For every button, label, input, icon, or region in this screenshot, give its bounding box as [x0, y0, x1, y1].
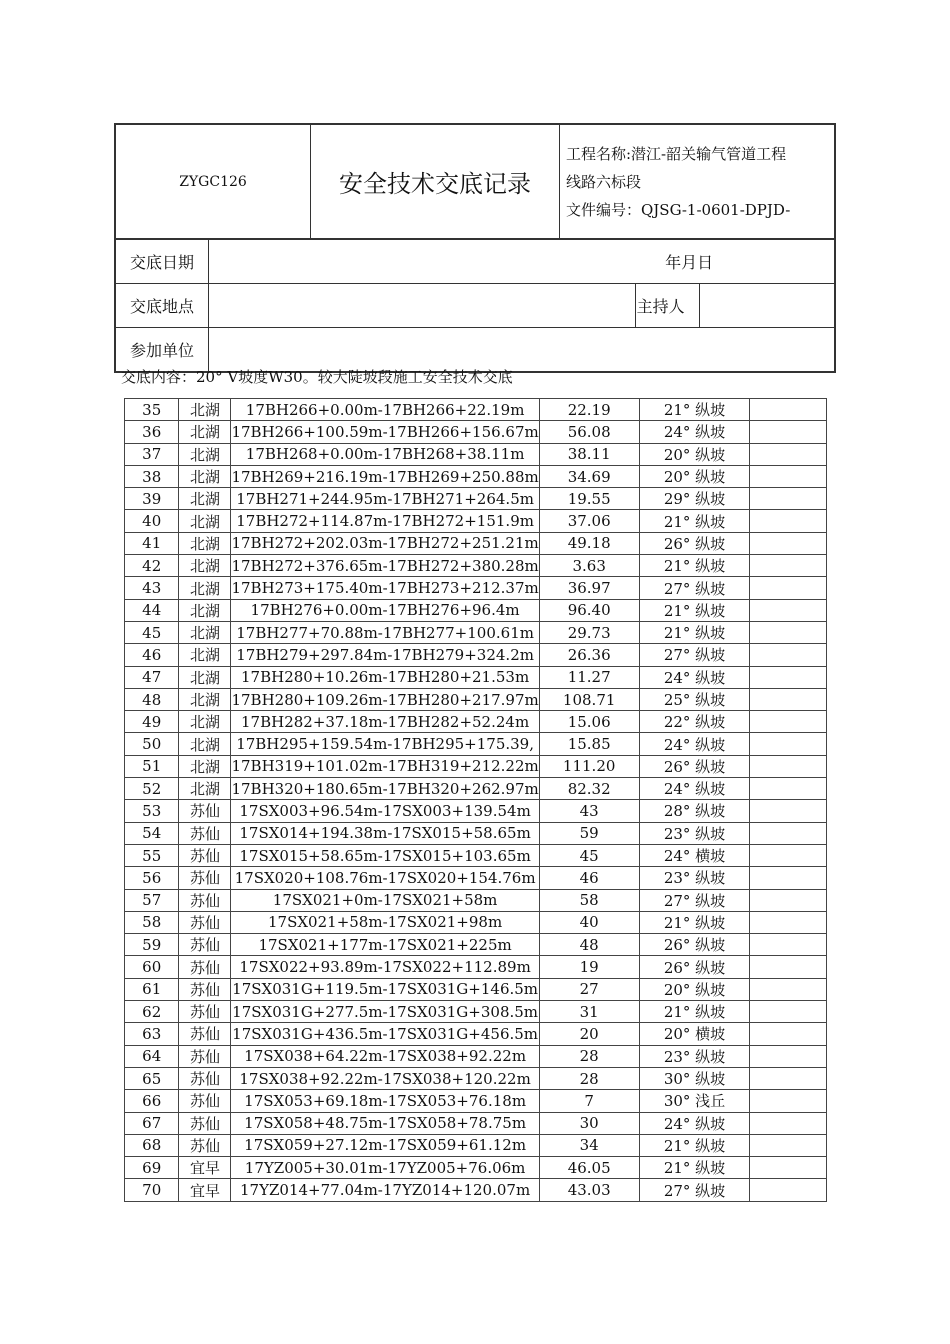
region-cell: 北湖	[179, 510, 231, 532]
remark-cell	[750, 956, 827, 978]
slope-cell: 24° 纵坡	[639, 778, 750, 800]
row-number: 65	[125, 1067, 179, 1089]
row-number: 51	[125, 755, 179, 777]
project-segment: 线路六标段	[566, 172, 642, 191]
remark-cell	[750, 1112, 827, 1134]
table-row	[125, 510, 827, 532]
table-row	[125, 1090, 827, 1112]
slope-cell: 26° 纵坡	[639, 532, 750, 554]
slope-cell: 21° 纵坡	[639, 1157, 750, 1179]
region-cell: 北湖	[179, 778, 231, 800]
remark-cell	[750, 599, 827, 621]
row-number: 57	[125, 889, 179, 911]
slope-cell: 29° 纵坡	[639, 488, 750, 510]
region-cell: 苏仙	[179, 934, 231, 956]
remark-cell	[750, 577, 827, 599]
length-cell: 15.06	[539, 711, 639, 733]
table-row	[125, 1067, 827, 1089]
table-row	[125, 822, 827, 844]
length-cell: 43	[539, 800, 639, 822]
remark-cell	[750, 778, 827, 800]
row-number: 53	[125, 800, 179, 822]
slope-cell: 27° 纵坡	[639, 889, 750, 911]
row-number: 36	[125, 421, 179, 443]
region-cell: 宜早	[179, 1157, 231, 1179]
slope-cell: 20° 纵坡	[639, 978, 750, 1000]
table-row	[125, 399, 827, 421]
length-cell: 49.18	[539, 532, 639, 554]
row-number: 61	[125, 978, 179, 1000]
station-range-cell: 17BH273+175.40m-17BH273+212.37m	[231, 577, 539, 599]
length-cell: 96.40	[539, 599, 639, 621]
remark-cell	[750, 644, 827, 666]
slope-cell: 27° 纵坡	[639, 577, 750, 599]
region-cell: 苏仙	[179, 1090, 231, 1112]
remark-cell	[750, 555, 827, 577]
station-range-cell: 17BH277+70.88m-17BH277+100.61m	[231, 621, 539, 643]
region-cell: 北湖	[179, 465, 231, 487]
slope-cell: 28° 纵坡	[639, 800, 750, 822]
table-row	[125, 978, 827, 1000]
region-cell: 苏仙	[179, 978, 231, 1000]
slope-cell: 24° 横坡	[639, 844, 750, 866]
row-number: 49	[125, 711, 179, 733]
place-label: 交底地点	[116, 284, 209, 328]
slope-cell: 26° 纵坡	[639, 956, 750, 978]
row-number: 38	[125, 465, 179, 487]
region-cell: 宜早	[179, 1179, 231, 1201]
date-value: 年月日	[209, 240, 835, 284]
slope-cell: 23° 纵坡	[639, 822, 750, 844]
length-cell: 45	[539, 844, 639, 866]
length-cell: 48	[539, 934, 639, 956]
region-cell: 北湖	[179, 688, 231, 710]
remark-cell	[750, 443, 827, 465]
length-cell: 111.20	[539, 755, 639, 777]
length-cell: 37.06	[539, 510, 639, 532]
row-number: 56	[125, 867, 179, 889]
region-cell: 北湖	[179, 621, 231, 643]
station-range-cell: 17BH279+297.84m-17BH279+324.2m	[231, 644, 539, 666]
station-range-cell: 17BH280+109.26m-17BH280+217.97m	[231, 688, 539, 710]
table-row	[125, 599, 827, 621]
row-number: 66	[125, 1090, 179, 1112]
station-range-cell: 17BH320+180.65m-17BH320+262.97m	[231, 778, 539, 800]
remark-cell	[750, 822, 827, 844]
row-number: 35	[125, 399, 179, 421]
slope-cell: 24° 纵坡	[639, 733, 750, 755]
station-range-cell: 17BH276+0.00m-17BH276+96.4m	[231, 599, 539, 621]
slope-cell: 21° 纵坡	[639, 599, 750, 621]
slope-cell: 23° 纵坡	[639, 1045, 750, 1067]
row-number: 50	[125, 733, 179, 755]
slope-cell: 21° 纵坡	[639, 510, 750, 532]
project-name: 工程名称:潜江-韶关输气管道工程	[566, 144, 787, 163]
region-cell: 苏仙	[179, 867, 231, 889]
length-cell: 58	[539, 889, 639, 911]
station-range-cell: 17BH272+202.03m-17BH272+251.21m	[231, 532, 539, 554]
station-range-cell: 17BH272+114.87m-17BH272+151.9m	[231, 510, 539, 532]
remark-cell	[750, 934, 827, 956]
station-range-cell: 17YZ014+77.04m-17YZ014+120.07m	[231, 1179, 539, 1201]
length-cell: 19	[539, 956, 639, 978]
content-intro: 交底内容：20° V坡度W30。较大陡坡段施工安全技术交底	[121, 368, 513, 386]
station-range-cell: 17BH269+216.19m-17BH269+250.88m	[231, 465, 539, 487]
remark-cell	[750, 666, 827, 688]
remark-cell	[750, 1001, 827, 1023]
slope-cell: 21° 纵坡	[639, 399, 750, 421]
slope-cell: 30° 浅丘	[639, 1090, 750, 1112]
table-row	[125, 711, 827, 733]
slope-cell: 23° 纵坡	[639, 867, 750, 889]
remark-cell	[750, 1023, 827, 1045]
region-cell: 北湖	[179, 577, 231, 599]
length-cell: 34.69	[539, 465, 639, 487]
station-range-cell: 17SX031G+436.5m-17SX031G+456.5m	[231, 1023, 539, 1045]
table-row	[125, 666, 827, 688]
row-number: 58	[125, 911, 179, 933]
region-cell: 苏仙	[179, 911, 231, 933]
length-cell: 59	[539, 822, 639, 844]
form-code: ZYGC126	[116, 125, 311, 239]
slope-cell: 21° 纵坡	[639, 1001, 750, 1023]
row-number: 62	[125, 1001, 179, 1023]
slope-cell: 24° 纵坡	[639, 1112, 750, 1134]
station-range-cell: 17SX058+48.75m-17SX058+78.75m	[231, 1112, 539, 1134]
station-range-cell: 17SX031G+277.5m-17SX031G+308.5m	[231, 1001, 539, 1023]
slope-cell: 21° 纵坡	[639, 911, 750, 933]
station-range-cell: 17SX003+96.54m-17SX003+139.54m	[231, 800, 539, 822]
row-number: 64	[125, 1045, 179, 1067]
length-cell: 34	[539, 1134, 639, 1156]
host-value	[699, 284, 834, 328]
region-cell: 苏仙	[179, 956, 231, 978]
table-row	[125, 555, 827, 577]
length-cell: 40	[539, 911, 639, 933]
slope-cell: 21° 纵坡	[639, 1134, 750, 1156]
length-cell: 82.32	[539, 778, 639, 800]
remark-cell	[750, 465, 827, 487]
slope-cell: 27° 纵坡	[639, 644, 750, 666]
remark-cell	[750, 488, 827, 510]
remark-cell	[750, 621, 827, 643]
row-number: 42	[125, 555, 179, 577]
row-number: 40	[125, 510, 179, 532]
remark-cell	[750, 421, 827, 443]
row-number: 46	[125, 644, 179, 666]
region-cell: 北湖	[179, 443, 231, 465]
row-number: 63	[125, 1023, 179, 1045]
station-range-cell: 17SX022+93.89m-17SX022+112.89m	[231, 956, 539, 978]
remark-cell	[750, 911, 827, 933]
remark-cell	[750, 1045, 827, 1067]
region-cell: 苏仙	[179, 1001, 231, 1023]
region-cell: 北湖	[179, 599, 231, 621]
remark-cell	[750, 978, 827, 1000]
file-number: 文件编号：QJSG-1-0601-DPJD-	[566, 200, 791, 219]
table-row	[125, 956, 827, 978]
table-row	[125, 443, 827, 465]
length-cell: 29.73	[539, 621, 639, 643]
length-cell: 11.27	[539, 666, 639, 688]
table-row	[125, 844, 827, 866]
slope-cell: 24° 纵坡	[639, 421, 750, 443]
units-value	[209, 328, 835, 372]
remark-cell	[750, 711, 827, 733]
length-cell: 26.36	[539, 644, 639, 666]
length-cell: 28	[539, 1067, 639, 1089]
table-row	[125, 755, 827, 777]
table-row	[125, 621, 827, 643]
table-row	[125, 733, 827, 755]
row-number: 60	[125, 956, 179, 978]
length-cell: 7	[539, 1090, 639, 1112]
record-header	[114, 123, 836, 373]
station-range-cell: 17YZ005+30.01m-17YZ005+76.06m	[231, 1157, 539, 1179]
region-cell: 苏仙	[179, 1067, 231, 1089]
station-range-cell: 17SX015+58.65m-17SX015+103.65m	[231, 844, 539, 866]
remark-cell	[750, 867, 827, 889]
region-cell: 北湖	[179, 555, 231, 577]
remark-cell	[750, 1134, 827, 1156]
table-row	[125, 488, 827, 510]
length-cell: 27	[539, 978, 639, 1000]
region-cell: 苏仙	[179, 844, 231, 866]
slope-cell: 21° 纵坡	[639, 621, 750, 643]
remark-cell	[750, 844, 827, 866]
region-cell: 苏仙	[179, 889, 231, 911]
station-range-cell: 17BH266+100.59m-17BH266+156.67m	[231, 421, 539, 443]
station-range-cell: 17BH266+0.00m-17BH266+22.19m	[231, 399, 539, 421]
remark-cell	[750, 688, 827, 710]
slope-cell: 26° 纵坡	[639, 934, 750, 956]
station-range-cell: 17SX059+27.12m-17SX059+61.12m	[231, 1134, 539, 1156]
region-cell: 北湖	[179, 666, 231, 688]
remark-cell	[750, 1067, 827, 1089]
table-row	[125, 889, 827, 911]
row-number: 69	[125, 1157, 179, 1179]
region-cell: 北湖	[179, 421, 231, 443]
length-cell: 36.97	[539, 577, 639, 599]
region-cell: 苏仙	[179, 1134, 231, 1156]
station-range-cell: 17BH280+10.26m-17BH280+21.53m	[231, 666, 539, 688]
length-cell: 108.71	[539, 688, 639, 710]
host-label: 主持人	[635, 284, 699, 328]
table-row	[125, 688, 827, 710]
slope-cell: 21° 纵坡	[639, 555, 750, 577]
station-range-cell: 17SX021+177m-17SX021+225m	[231, 934, 539, 956]
region-cell: 苏仙	[179, 1112, 231, 1134]
station-range-cell: 17SX021+0m-17SX021+58m	[231, 889, 539, 911]
remark-cell	[750, 755, 827, 777]
remark-cell	[750, 532, 827, 554]
table-row	[125, 867, 827, 889]
row-number: 39	[125, 488, 179, 510]
row-number: 55	[125, 844, 179, 866]
remark-cell	[750, 1157, 827, 1179]
region-cell: 北湖	[179, 532, 231, 554]
slope-cell: 20° 横坡	[639, 1023, 750, 1045]
units-label: 参加单位	[116, 328, 209, 372]
table-row	[125, 778, 827, 800]
row-number: 37	[125, 443, 179, 465]
length-cell: 43.03	[539, 1179, 639, 1201]
table-row	[125, 1134, 827, 1156]
station-range-cell: 17SX031G+119.5m-17SX031G+146.5m	[231, 978, 539, 1000]
station-range-cell: 17BH268+0.00m-17BH268+38.11m	[231, 443, 539, 465]
length-cell: 3.63	[539, 555, 639, 577]
row-number: 43	[125, 577, 179, 599]
remark-cell	[750, 510, 827, 532]
row-number: 67	[125, 1112, 179, 1134]
length-cell: 46.05	[539, 1157, 639, 1179]
row-number: 47	[125, 666, 179, 688]
station-range-cell: 17SX021+58m-17SX021+98m	[231, 911, 539, 933]
table-row	[125, 577, 827, 599]
row-number: 59	[125, 934, 179, 956]
remark-cell	[750, 889, 827, 911]
table-row	[125, 1023, 827, 1045]
slope-cell: 25° 纵坡	[639, 688, 750, 710]
region-cell: 北湖	[179, 733, 231, 755]
remark-cell	[750, 1090, 827, 1112]
station-range-cell: 17BH272+376.65m-17BH272+380.28m	[231, 555, 539, 577]
slope-cell: 20° 纵坡	[639, 443, 750, 465]
slope-cell: 27° 纵坡	[639, 1179, 750, 1201]
table-row	[125, 1112, 827, 1134]
remark-cell	[750, 399, 827, 421]
station-range-cell: 17SX020+108.76m-17SX020+154.76m	[231, 867, 539, 889]
region-cell: 北湖	[179, 399, 231, 421]
region-cell: 苏仙	[179, 822, 231, 844]
row-number: 44	[125, 599, 179, 621]
region-cell: 苏仙	[179, 1045, 231, 1067]
remark-cell	[750, 733, 827, 755]
region-cell: 北湖	[179, 488, 231, 510]
slope-cell: 24° 纵坡	[639, 666, 750, 688]
table-row	[125, 465, 827, 487]
remark-cell	[750, 800, 827, 822]
length-cell: 19.55	[539, 488, 639, 510]
length-cell: 38.11	[539, 443, 639, 465]
length-cell: 20	[539, 1023, 639, 1045]
slope-cell: 22° 纵坡	[639, 711, 750, 733]
row-number: 54	[125, 822, 179, 844]
date-label: 交底日期	[116, 240, 209, 284]
slope-section-table	[124, 398, 827, 1202]
table-row	[125, 644, 827, 666]
length-cell: 56.08	[539, 421, 639, 443]
station-range-cell: 17BH319+101.02m-17BH319+212.22m	[231, 755, 539, 777]
row-number: 70	[125, 1179, 179, 1201]
length-cell: 30	[539, 1112, 639, 1134]
table-row	[125, 532, 827, 554]
table-row	[125, 934, 827, 956]
slope-cell: 26° 纵坡	[639, 755, 750, 777]
document-title: 安全技术交底记录	[311, 125, 560, 239]
station-range-cell: 17BH295+159.54m-17BH295+175.39,	[231, 733, 539, 755]
row-number: 48	[125, 688, 179, 710]
place-value	[209, 284, 636, 328]
table-row	[125, 911, 827, 933]
row-number: 52	[125, 778, 179, 800]
station-range-cell: 17SX014+194.38m-17SX015+58.65m	[231, 822, 539, 844]
project-info	[560, 125, 835, 239]
table-row	[125, 1157, 827, 1179]
region-cell: 苏仙	[179, 800, 231, 822]
region-cell: 北湖	[179, 644, 231, 666]
region-cell: 苏仙	[179, 1023, 231, 1045]
table-row	[125, 800, 827, 822]
table-row	[125, 1045, 827, 1067]
length-cell: 22.19	[539, 399, 639, 421]
table-row	[125, 1001, 827, 1023]
length-cell: 28	[539, 1045, 639, 1067]
station-range-cell: 17BH271+244.95m-17BH271+264.5m	[231, 488, 539, 510]
station-range-cell: 17SX038+92.22m-17SX038+120.22m	[231, 1067, 539, 1089]
row-number: 68	[125, 1134, 179, 1156]
remark-cell	[750, 1179, 827, 1201]
row-number: 41	[125, 532, 179, 554]
length-cell: 15.85	[539, 733, 639, 755]
region-cell: 北湖	[179, 755, 231, 777]
table-row	[125, 1179, 827, 1201]
length-cell: 31	[539, 1001, 639, 1023]
length-cell: 46	[539, 867, 639, 889]
region-cell: 北湖	[179, 711, 231, 733]
row-number: 45	[125, 621, 179, 643]
table-row	[125, 421, 827, 443]
slope-cell: 30° 纵坡	[639, 1067, 750, 1089]
slope-cell: 20° 纵坡	[639, 465, 750, 487]
station-range-cell: 17SX038+64.22m-17SX038+92.22m	[231, 1045, 539, 1067]
station-range-cell: 17SX053+69.18m-17SX053+76.18m	[231, 1090, 539, 1112]
station-range-cell: 17BH282+37.18m-17BH282+52.24m	[231, 711, 539, 733]
